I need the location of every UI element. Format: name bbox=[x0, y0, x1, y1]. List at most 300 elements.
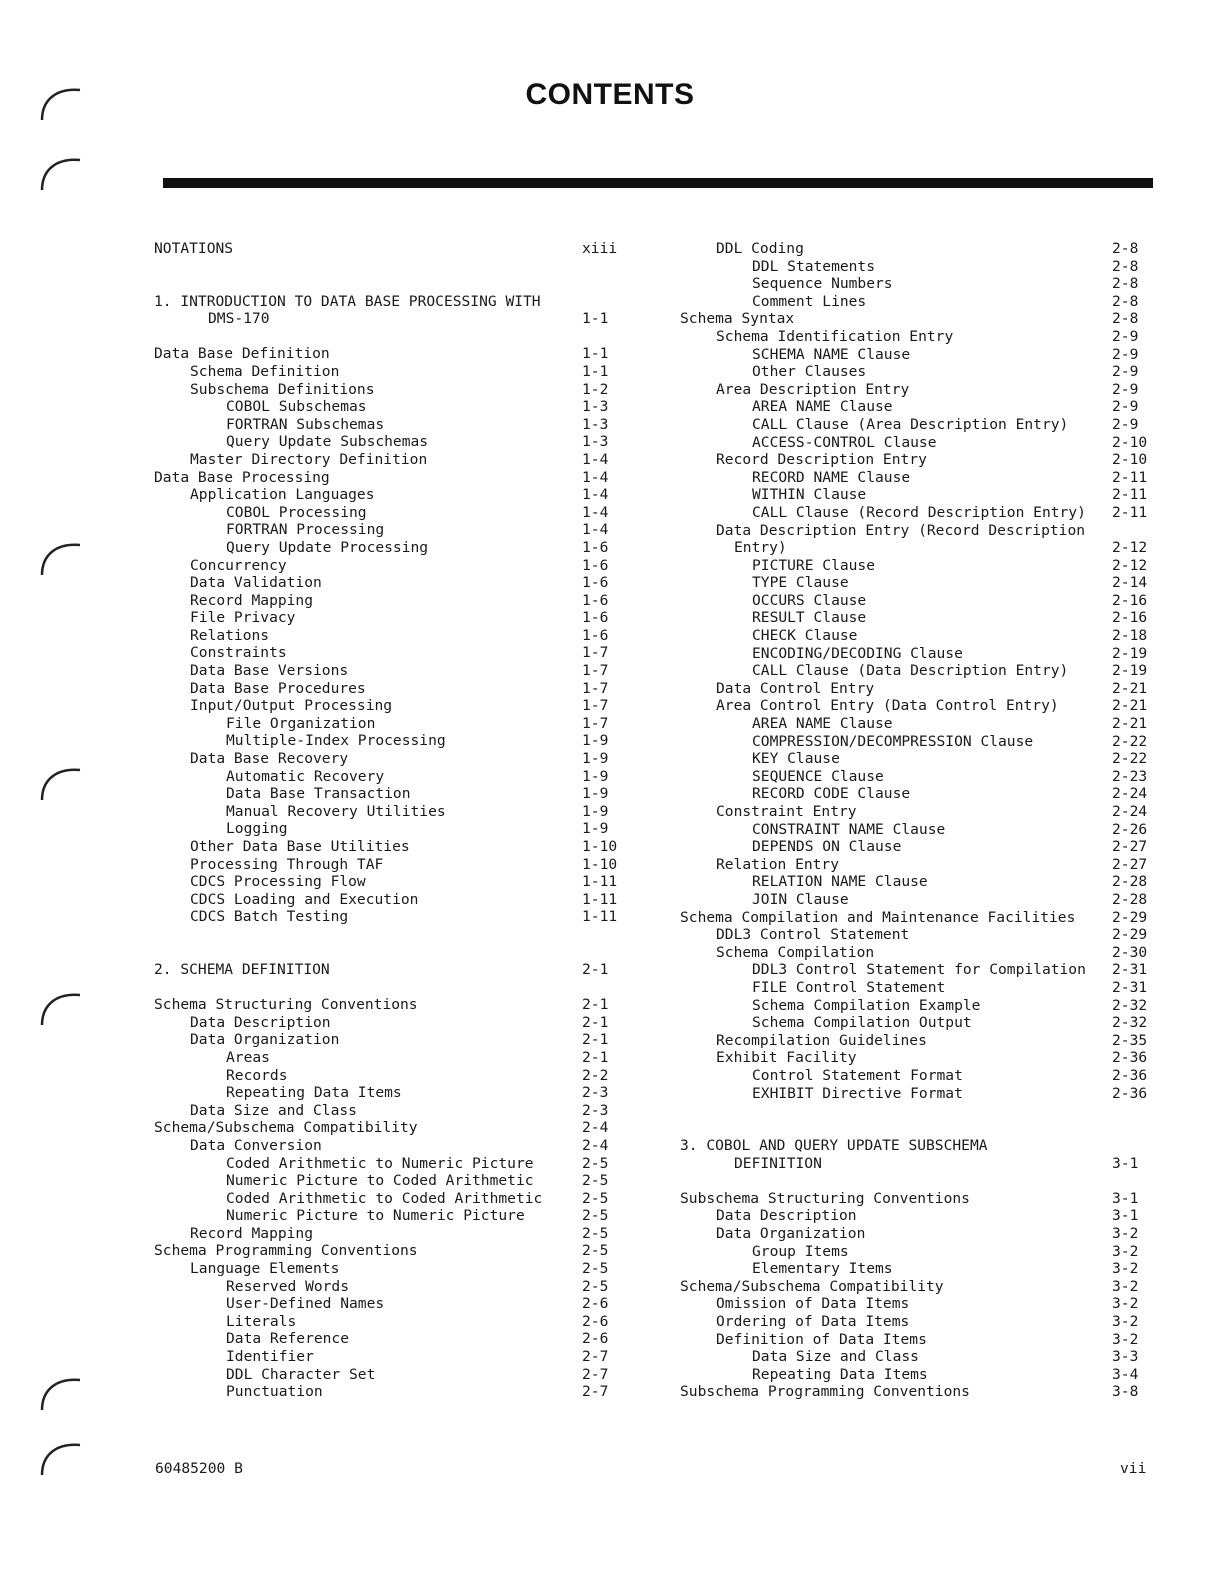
toc-spacer bbox=[680, 1102, 1152, 1137]
toc-entry-page: 1-9 bbox=[582, 767, 609, 785]
toc-entry-page: 1-1 bbox=[582, 345, 609, 363]
toc-entry-page: 1-11 bbox=[582, 890, 618, 908]
toc-entry[interactable] bbox=[680, 381, 1152, 399]
toc-entry[interactable] bbox=[154, 1242, 624, 1260]
toc-entry-page: 1-7 bbox=[582, 679, 609, 697]
toc-entry-page: 2-6 bbox=[582, 1312, 609, 1330]
toc-entry-title: Master Directory Definition bbox=[190, 450, 428, 468]
toc-entry[interactable] bbox=[154, 1260, 624, 1278]
toc-entry-title: FORTRAN Subschemas bbox=[226, 415, 385, 433]
toc-entry[interactable] bbox=[680, 627, 1152, 645]
toc-entry-page: 2-2 bbox=[582, 1066, 609, 1084]
toc-entry-title: Repeating Data Items bbox=[226, 1084, 402, 1102]
toc-entry-title: Schema Syntax bbox=[680, 310, 795, 328]
toc-entry[interactable] bbox=[680, 346, 1152, 364]
toc-entry[interactable] bbox=[680, 821, 1152, 839]
toc-entry-page: 2-28 bbox=[1112, 890, 1148, 908]
toc-entry[interactable] bbox=[680, 697, 1152, 715]
toc-entry-page: 1-3 bbox=[582, 415, 609, 433]
toc-entry[interactable] bbox=[680, 838, 1152, 856]
toc-entry[interactable] bbox=[154, 1014, 624, 1032]
toc-entry-title: Subschema Structuring Conventions bbox=[680, 1189, 970, 1207]
toc-entry[interactable] bbox=[154, 891, 624, 909]
toc-entry[interactable] bbox=[680, 310, 1152, 328]
toc-entry-page: 2-12 bbox=[1112, 539, 1148, 557]
toc-entry-title: Application Languages bbox=[190, 486, 375, 504]
toc-entry[interactable] bbox=[154, 592, 624, 610]
toc-entry-page: 2-10 bbox=[1112, 451, 1148, 469]
toc-entry-title: File Privacy bbox=[190, 609, 296, 627]
toc-entry-page: 1-7 bbox=[582, 662, 609, 680]
toc-entry-title: Repeating Data Items bbox=[752, 1365, 928, 1383]
toc-entry[interactable] bbox=[154, 1137, 624, 1155]
toc-entry[interactable] bbox=[680, 1014, 1152, 1032]
toc-entry-page: 2-31 bbox=[1112, 961, 1148, 979]
toc-entry[interactable] bbox=[680, 398, 1152, 416]
toc-entry-page: 1-9 bbox=[582, 732, 609, 750]
toc-entry-title: 3. COBOL AND QUERY UPDATE SUBSCHEMA bbox=[680, 1137, 988, 1155]
toc-entry-page: 2-5 bbox=[582, 1242, 609, 1260]
toc-entry[interactable] bbox=[680, 680, 1152, 698]
toc-entry-title: Manual Recovery Utilities bbox=[226, 802, 446, 820]
toc-entry[interactable] bbox=[680, 1155, 1152, 1173]
toc-entry-title: RELATION NAME Clause bbox=[752, 873, 928, 891]
toc-entry-title: Query Update Subschemas bbox=[226, 433, 429, 451]
toc-entry-title: 2. SCHEMA DEFINITION bbox=[154, 960, 330, 978]
binder-hole-icon bbox=[36, 1370, 86, 1420]
toc-entry-page: 2-29 bbox=[1112, 926, 1148, 944]
page-title: CONTENTS bbox=[525, 78, 695, 111]
toc-entry[interactable] bbox=[680, 522, 1152, 540]
toc-entry-page: 1-4 bbox=[582, 521, 609, 539]
toc-entry-title: User-Defined Names bbox=[226, 1295, 385, 1313]
toc-entry-page: 2-6 bbox=[582, 1295, 609, 1313]
toc-entry[interactable] bbox=[154, 732, 624, 750]
toc-entry-title: AREA NAME Clause bbox=[752, 398, 893, 416]
toc-entry[interactable] bbox=[154, 803, 624, 821]
toc-entry-page: 1-2 bbox=[582, 380, 609, 398]
toc-entry[interactable] bbox=[154, 451, 624, 469]
toc-entry-title: COBOL Subschemas bbox=[226, 398, 367, 416]
binder-hole-icon bbox=[36, 985, 86, 1035]
toc-entry[interactable] bbox=[680, 979, 1152, 997]
toc-entry-page: 2-12 bbox=[1112, 556, 1148, 574]
toc-entry-page: 1-6 bbox=[582, 626, 609, 644]
toc-entry-page: 1-6 bbox=[582, 538, 609, 556]
toc-entry-page: 2-22 bbox=[1112, 732, 1148, 750]
toc-entry[interactable] bbox=[154, 697, 624, 715]
toc-entry-page: 2-8 bbox=[1112, 257, 1139, 275]
toc-entry-page: 2-28 bbox=[1112, 873, 1148, 891]
toc-entry[interactable] bbox=[154, 293, 624, 311]
toc-entry-title: Schema Structuring Conventions bbox=[154, 996, 418, 1014]
toc-entry-title: RESULT Clause bbox=[752, 609, 867, 627]
toc-entry-title: DDL Coding bbox=[716, 240, 804, 257]
toc-entry-page: 3-1 bbox=[1112, 1189, 1139, 1207]
toc-entry-page: 2-5 bbox=[582, 1224, 609, 1242]
toc-entry[interactable] bbox=[154, 1084, 624, 1102]
toc-entry-title: Data Base Processing bbox=[154, 468, 330, 486]
toc-entry-page: 2-10 bbox=[1112, 433, 1148, 451]
toc-entry-page: 2-8 bbox=[1112, 275, 1139, 293]
toc-entry-title: EXHIBIT Directive Format bbox=[752, 1084, 963, 1102]
toc-entry-page: 2-19 bbox=[1112, 662, 1148, 680]
toc-left-column bbox=[154, 240, 624, 1401]
toc-entry-title: Schema Compilation Example bbox=[752, 996, 981, 1014]
toc-entry-page: 2-31 bbox=[1112, 978, 1148, 996]
toc-entry[interactable] bbox=[680, 434, 1152, 452]
toc-entry-title: Punctuation bbox=[226, 1383, 323, 1401]
toc-entry[interactable] bbox=[154, 539, 624, 557]
toc-entry-title: 1. INTRODUCTION TO DATA BASE PROCESSING WITH bbox=[154, 292, 541, 310]
toc-entry-title: Records bbox=[226, 1066, 288, 1084]
toc-entry-title: Area Control Entry (Data Control Entry) bbox=[716, 697, 1059, 715]
toc-entry-page: 2-11 bbox=[1112, 468, 1148, 486]
toc-entry-page: 2-23 bbox=[1112, 767, 1148, 785]
toc-entry[interactable] bbox=[154, 574, 624, 592]
toc-entry[interactable] bbox=[154, 680, 624, 698]
toc-entry[interactable] bbox=[154, 486, 624, 504]
toc-entry[interactable] bbox=[680, 1278, 1152, 1296]
toc-entry-page: 3-2 bbox=[1112, 1242, 1139, 1260]
toc-entry[interactable] bbox=[680, 1049, 1152, 1067]
toc-entry[interactable] bbox=[154, 908, 624, 926]
toc-entry-page: 1-1 bbox=[582, 310, 609, 328]
toc-entry-title: Schema/Subschema Compatibility bbox=[154, 1119, 418, 1137]
toc-entry-page: 2-5 bbox=[582, 1277, 609, 1295]
toc-entry-title: Data Base Transaction bbox=[226, 785, 411, 803]
toc-entry-page: 1-1 bbox=[582, 362, 609, 380]
toc-entry-title: Other Clauses bbox=[752, 363, 867, 381]
toc-entry[interactable] bbox=[680, 1225, 1152, 1243]
toc-entry-page: 2-11 bbox=[1112, 503, 1148, 521]
toc-entry[interactable] bbox=[154, 996, 624, 1014]
toc-entry[interactable] bbox=[154, 662, 624, 680]
toc-entry-page: 3-2 bbox=[1112, 1260, 1139, 1278]
toc-entry-title: COBOL Processing bbox=[226, 503, 367, 521]
toc-entry[interactable] bbox=[680, 944, 1152, 962]
toc-entry-page: 2-19 bbox=[1112, 644, 1148, 662]
toc-entry[interactable] bbox=[154, 363, 624, 381]
toc-entry[interactable] bbox=[680, 891, 1152, 909]
toc-entry-title: NOTATIONS bbox=[154, 240, 234, 257]
toc-entry[interactable] bbox=[154, 873, 624, 891]
toc-entry-page: 1-7 bbox=[582, 644, 609, 662]
binder-hole-icon bbox=[36, 150, 86, 200]
toc-entry[interactable] bbox=[680, 785, 1152, 803]
toc-entry-page: 1-9 bbox=[582, 802, 609, 820]
page-number: vii bbox=[1120, 1460, 1147, 1477]
toc-entry[interactable] bbox=[680, 662, 1152, 680]
toc-entry-title: Other Data Base Utilities bbox=[190, 838, 410, 855]
toc-entry[interactable] bbox=[680, 486, 1152, 504]
toc-entry-title: SCHEMA NAME Clause bbox=[752, 345, 911, 363]
toc-entry[interactable] bbox=[680, 1137, 1152, 1155]
toc-entry-title: RECORD NAME Clause bbox=[752, 468, 911, 486]
toc-entry-title: Area Description Entry bbox=[716, 380, 910, 398]
toc-entry-page: 2-1 bbox=[582, 996, 609, 1014]
toc-entry[interactable] bbox=[154, 345, 624, 363]
toc-entry-page: 2-1 bbox=[582, 1031, 609, 1049]
toc-entry[interactable] bbox=[680, 1243, 1152, 1261]
toc-entry-page: 2-22 bbox=[1112, 750, 1148, 768]
toc-entry[interactable] bbox=[680, 539, 1152, 557]
toc-entry-page: 2-24 bbox=[1112, 785, 1148, 803]
toc-entry-title: Numeric Picture to Coded Arithmetic bbox=[226, 1172, 534, 1190]
toc-entry[interactable] bbox=[680, 557, 1152, 575]
toc-entry-title: DEFINITION bbox=[734, 1154, 822, 1172]
toc-entry-page: 2-36 bbox=[1112, 1049, 1148, 1067]
binder-hole-icon bbox=[36, 535, 86, 585]
toc-entry-title: Concurrency bbox=[190, 556, 287, 574]
toc-entry-title: CALL Clause (Area Description Entry) bbox=[752, 415, 1069, 433]
toc-entry[interactable] bbox=[154, 1207, 624, 1225]
toc-entry-page: 1-4 bbox=[582, 503, 609, 521]
toc-entry[interactable] bbox=[154, 398, 624, 416]
toc-entry[interactable] bbox=[680, 1032, 1152, 1050]
toc-entry[interactable] bbox=[680, 363, 1152, 381]
toc-entry-page: 1-7 bbox=[582, 697, 609, 715]
toc-entry[interactable] bbox=[680, 328, 1152, 346]
toc-entry[interactable] bbox=[154, 469, 624, 487]
toc-entry-title: Record Mapping bbox=[190, 1224, 314, 1242]
toc-entry[interactable] bbox=[680, 1207, 1152, 1225]
toc-entry[interactable] bbox=[680, 1313, 1152, 1331]
toc-entry-page: 2-35 bbox=[1112, 1031, 1148, 1049]
toc-entry[interactable] bbox=[154, 820, 624, 838]
toc-entry-page: 2-14 bbox=[1112, 574, 1148, 592]
toc-entry-page: 1-4 bbox=[582, 486, 609, 504]
toc-entry-page: 1-10 bbox=[582, 838, 618, 855]
toc-entry[interactable] bbox=[680, 768, 1152, 786]
toc-entry-page: 1-6 bbox=[582, 591, 609, 609]
toc-entry[interactable] bbox=[154, 785, 624, 803]
toc-entry-title: Schema Compilation and Maintenance Facilities bbox=[680, 908, 1076, 926]
toc-entry-title: Data Validation bbox=[190, 574, 322, 592]
toc-entry-title: Recompilation Guidelines bbox=[716, 1031, 927, 1049]
toc-entry[interactable] bbox=[154, 1155, 624, 1173]
toc-entry[interactable] bbox=[680, 909, 1152, 927]
toc-entry-page: 1-9 bbox=[582, 820, 609, 838]
toc-entry[interactable] bbox=[680, 1260, 1152, 1278]
toc-entry[interactable] bbox=[680, 592, 1152, 610]
toc-entry[interactable] bbox=[154, 381, 624, 399]
toc-entry[interactable] bbox=[154, 750, 624, 768]
toc-entry-title: Omission of Data Items bbox=[716, 1295, 910, 1313]
toc-entry[interactable] bbox=[680, 961, 1152, 979]
toc-entry-title: ACCESS-CONTROL Clause bbox=[752, 433, 937, 451]
toc-entry-title: Record Description Entry bbox=[716, 451, 927, 469]
toc-entry-title: Data Description Entry (Record Description bbox=[716, 521, 1086, 539]
toc-entry[interactable] bbox=[154, 1119, 624, 1137]
toc-entry-title: Processing Through TAF bbox=[190, 855, 384, 873]
toc-entry[interactable] bbox=[680, 1190, 1152, 1208]
toc-entry-page: xiii bbox=[582, 240, 618, 257]
toc-entry[interactable] bbox=[680, 416, 1152, 434]
toc-entry-page: 2-5 bbox=[582, 1172, 609, 1190]
toc-entry-title: Entry) bbox=[734, 539, 787, 557]
toc-entry-page: 2-16 bbox=[1112, 609, 1148, 627]
toc-entry-title: Record Mapping bbox=[190, 591, 314, 609]
toc-entry[interactable] bbox=[154, 240, 624, 258]
toc-entry[interactable] bbox=[680, 275, 1152, 293]
toc-entry-title: Data Organization bbox=[190, 1031, 340, 1049]
toc-entry-title: DEPENDS ON Clause bbox=[752, 838, 902, 856]
toc-entry[interactable] bbox=[680, 1348, 1152, 1366]
toc-entry[interactable] bbox=[154, 310, 624, 328]
toc-entry[interactable] bbox=[154, 768, 624, 786]
toc-entry[interactable] bbox=[154, 1067, 624, 1085]
toc-entry[interactable] bbox=[154, 1278, 624, 1296]
toc-entry-page: 1-3 bbox=[582, 398, 609, 416]
toc-entry[interactable] bbox=[680, 1331, 1152, 1349]
toc-spacer bbox=[154, 979, 624, 997]
toc-entry-page: 2-4 bbox=[582, 1119, 609, 1137]
toc-entry-page: 3-2 bbox=[1112, 1295, 1139, 1313]
toc-entry-page: 1-3 bbox=[582, 433, 609, 451]
toc-entry[interactable] bbox=[154, 1049, 624, 1067]
toc-entry[interactable] bbox=[680, 258, 1152, 276]
toc-entry[interactable] bbox=[680, 750, 1152, 768]
toc-entry[interactable] bbox=[154, 1295, 624, 1313]
toc-entry[interactable] bbox=[680, 574, 1152, 592]
toc-entry-page: 2-9 bbox=[1112, 363, 1139, 381]
toc-entry[interactable] bbox=[680, 873, 1152, 891]
toc-entry[interactable] bbox=[154, 1348, 624, 1366]
toc-entry-page: 3-2 bbox=[1112, 1277, 1139, 1295]
toc-entry[interactable] bbox=[680, 1085, 1152, 1103]
toc-entry[interactable] bbox=[154, 1330, 624, 1348]
toc-entry[interactable] bbox=[680, 997, 1152, 1015]
toc-entry-title: Multiple-Index Processing bbox=[226, 732, 446, 750]
toc-entry-title: Schema Compilation Output bbox=[752, 1014, 972, 1032]
toc-entry-title: Data Description bbox=[190, 1013, 331, 1031]
toc-entry-page: 2-29 bbox=[1112, 908, 1148, 926]
toc-entry-page: 3-2 bbox=[1112, 1225, 1139, 1243]
toc-entry-page: 1-4 bbox=[582, 450, 609, 468]
toc-entry[interactable] bbox=[680, 1295, 1152, 1313]
toc-entry[interactable] bbox=[154, 838, 624, 856]
toc-entry-title: FORTRAN Processing bbox=[226, 521, 385, 539]
toc-entry[interactable] bbox=[680, 504, 1152, 522]
toc-entry-title: CHECK Clause bbox=[752, 627, 858, 645]
toc-entry-page: 1-11 bbox=[582, 873, 618, 891]
toc-entry-title: Definition of Data Items bbox=[716, 1330, 927, 1348]
toc-entry[interactable] bbox=[154, 961, 624, 979]
toc-entry-page: 2-5 bbox=[582, 1207, 609, 1225]
toc-entry-title: WITHIN Clause bbox=[752, 486, 867, 504]
toc-entry[interactable] bbox=[154, 609, 624, 627]
toc-entry[interactable] bbox=[680, 451, 1152, 469]
toc-entry[interactable] bbox=[680, 1383, 1152, 1401]
toc-entry-title: Subschema Definitions bbox=[190, 380, 375, 398]
toc-entry[interactable] bbox=[680, 645, 1152, 663]
toc-entry-page: 3-4 bbox=[1112, 1365, 1139, 1383]
toc-entry[interactable] bbox=[680, 469, 1152, 487]
toc-entry[interactable] bbox=[680, 856, 1152, 874]
toc-entry-title: Identifier bbox=[226, 1348, 314, 1366]
toc-entry-title: Query Update Processing bbox=[226, 538, 429, 556]
toc-entry-title: CDCS Loading and Execution bbox=[190, 890, 419, 908]
toc-entry[interactable] bbox=[680, 1366, 1152, 1384]
toc-entry[interactable] bbox=[154, 557, 624, 575]
toc-entry-page: 1-4 bbox=[582, 468, 609, 486]
toc-entry[interactable] bbox=[154, 856, 624, 874]
toc-entry[interactable] bbox=[680, 1067, 1152, 1085]
toc-entry[interactable] bbox=[680, 293, 1152, 311]
toc-entry-title: Language Elements bbox=[190, 1260, 340, 1278]
toc-entry-title: Areas bbox=[226, 1048, 270, 1066]
toc-entry[interactable] bbox=[680, 609, 1152, 627]
toc-entry-title: TYPE Clause bbox=[752, 574, 849, 592]
toc-entry[interactable] bbox=[680, 803, 1152, 821]
toc-entry-page: 2-8 bbox=[1112, 310, 1139, 328]
toc-entry[interactable] bbox=[154, 715, 624, 733]
toc-entry-title: Sequence Numbers bbox=[752, 275, 893, 293]
toc-entry-title: Exhibit Facility bbox=[716, 1049, 857, 1067]
toc-entry-title: Schema Definition bbox=[190, 362, 340, 380]
toc-entry[interactable] bbox=[154, 627, 624, 645]
toc-entry[interactable] bbox=[680, 240, 1152, 258]
toc-entry-page: 2-27 bbox=[1112, 838, 1148, 856]
toc-entry-page: 3-1 bbox=[1112, 1207, 1139, 1225]
toc-entry[interactable] bbox=[154, 1225, 624, 1243]
toc-entry[interactable] bbox=[154, 1172, 624, 1190]
toc-entry-title: DDL3 Control Statement for Compilation bbox=[752, 961, 1086, 979]
toc-entry-title: Numeric Picture to Numeric Picture bbox=[226, 1207, 525, 1225]
toc-entry-page: 2-21 bbox=[1112, 679, 1148, 697]
toc-entry-page: 2-7 bbox=[582, 1383, 609, 1401]
toc-entry-title: FILE Control Statement bbox=[752, 978, 946, 996]
toc-entry[interactable] bbox=[680, 733, 1152, 751]
toc-entry-page: 2-36 bbox=[1112, 1084, 1148, 1102]
toc-entry-title: Group Items bbox=[752, 1242, 849, 1260]
toc-entry-title: CDCS Processing Flow bbox=[190, 873, 366, 891]
toc-entry[interactable] bbox=[154, 504, 624, 522]
toc-entry-page: 3-8 bbox=[1112, 1383, 1139, 1401]
toc-entry-title: Coded Arithmetic to Coded Arithmetic bbox=[226, 1189, 543, 1207]
toc-entry-page: 2-1 bbox=[582, 1013, 609, 1031]
toc-entry-page: 2-3 bbox=[582, 1084, 609, 1102]
toc-entry[interactable] bbox=[154, 416, 624, 434]
toc-entry-page: 2-24 bbox=[1112, 803, 1148, 820]
toc-entry[interactable] bbox=[154, 1383, 624, 1401]
toc-entry-title: File Organization bbox=[226, 714, 376, 732]
toc-entry-title: Data Base Definition bbox=[154, 345, 330, 363]
toc-entry-page: 2-26 bbox=[1112, 820, 1148, 838]
toc-entry-page: 2-8 bbox=[1112, 292, 1139, 310]
toc-entry[interactable] bbox=[154, 433, 624, 451]
toc-entry-title: Input/Output Processing bbox=[190, 697, 393, 715]
toc-entry-title: Automatic Recovery bbox=[226, 767, 385, 785]
toc-entry[interactable] bbox=[154, 1366, 624, 1384]
toc-entry-page: 2-1 bbox=[582, 960, 609, 978]
toc-entry-title: Coded Arithmetic to Numeric Picture bbox=[226, 1154, 534, 1172]
toc-entry-page: 2-4 bbox=[582, 1136, 609, 1154]
toc-entry[interactable] bbox=[680, 926, 1152, 944]
toc-entry-title: Data Organization bbox=[716, 1225, 866, 1243]
toc-entry[interactable] bbox=[154, 1313, 624, 1331]
toc-entry-page: 2-3 bbox=[582, 1101, 609, 1119]
toc-entry[interactable] bbox=[154, 1102, 624, 1120]
toc-entry-title: CALL Clause (Record Description Entry) bbox=[752, 503, 1086, 521]
toc-entry[interactable] bbox=[154, 1031, 624, 1049]
toc-entry[interactable] bbox=[154, 644, 624, 662]
toc-entry[interactable] bbox=[154, 1190, 624, 1208]
toc-entry-title: COMPRESSION/DECOMPRESSION Clause bbox=[752, 732, 1034, 750]
toc-entry[interactable] bbox=[154, 521, 624, 539]
toc-entry[interactable] bbox=[680, 715, 1152, 733]
